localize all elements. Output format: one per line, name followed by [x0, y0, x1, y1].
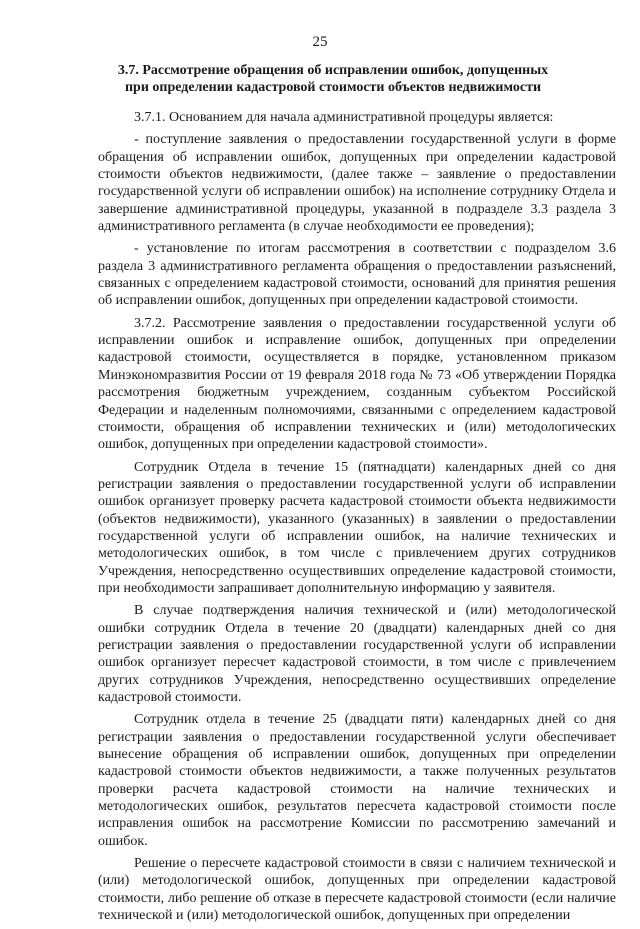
section-heading-line-1: 3.7. Рассмотрение обращения об исправлении ошибок, допущенных [117, 63, 549, 78]
paragraph-bullet-receipt: - поступление заявления о предоставлении государственной услуги в форме обращения об исправлении ошибок, допущенных при определении кадастровой стоимости объектов недвижимости, (далее также – заявление о предоставлении государственной услуги об исправлении ошибок) на исполнение сотруднику Отдела и завершение административной процедуры, указанной в подразделе 3.3 раздела 3 административного регламента (в случае необходимости ее проведения); [98, 132, 616, 235]
page-number: 25 [312, 34, 328, 50]
paragraph-3-7-2: 3.7.2. Рассмотрение заявления о предоставлении государственной услуги об исправлении ошибок и исправление ошибок, допущенных при определении кадастровой стоимости, осуществляется в порядке, установленном приказом Минэкономразвития России от 19 февраля 2018 года № 73 «Об утверждении Порядка рассмотрения бюджетным учреждением, созданным субъектом Российской Федерации и наделенным полномочиями, связанными с определением кадастровой стоимости, обращения об исправлении технических и (или) методологических ошибок, допущенных при определении кадастровой стоимости». [98, 315, 616, 453]
paragraph-commission-25-days: Сотрудник отдела в течение 25 (двадцати пяти) календарных дней со дня регистрации заявления о предоставлении государственной услуги обеспечивает вынесение обращения об исправлении ошибок, допущенных при определении кадастровой стоимости объектов недвижимости, а также полученных результатов проверки расчета кадастровой стоимости на наличие технических и методологических ошибок, результатов пересчета кадастровой стоимости после исправления ошибок на рассмотрение Комиссии по рассмотрению замечаний и ошибок. [98, 712, 616, 849]
section-heading-line-2: при определении кадастровой стоимости объектов недвижимости [124, 80, 542, 95]
paragraph-check-15-days: Сотрудник Отдела в течение 15 (пятнадцати) календарных дней со дня регистрации заявления о предоставлении государственной услуги об исправлении ошибок организует проверку расчета кадастровой стоимости объекта недвижимости (объектов недвижимости), указанного (указанных) в заявлении о предоставлении государственной услуги об исправлении ошибок, на наличие технических и методологических ошибок, в том числе с привлечением других сотрудников Учреждения, непосредственно осуществивших определение кадастровой стоимости, при необходимости запрашивает дополнительную информацию у заявителя. [98, 459, 616, 596]
paragraph-decision: Решение о пересчете кадастровой стоимости в связи с наличием технической и (или) методологической ошибок, допущенных при определении кадастровой стоимости, либо решение об отказе в пересчете кадастровой стоимости (если наличие технической и (или) методологической ошибок, допущенных при определении [98, 856, 616, 924]
paragraph-recalc-20-days: В случае подтверждения наличия технической и (или) методологической ошибки сотрудник Отдела в течение 20 (двадцати) календарных дней со дня регистрации заявления о предоставлении государственной услуги об исправлении ошибок организует пересчет кадастровой стоимости, в том числе с привлечением других сотрудников Учреждения, непосредственно осуществивших определение кадастровой стоимости. [98, 603, 616, 705]
paragraph-bullet-review: - установление по итогам рассмотрения в соответствии с подразделом 3.6 раздела 3 административного регламента обращения о предоставлении разъяснений, связанных с определением кадастровой стоимости, оснований для принятия решения об исправлении ошибок, допущенных при определении кадастровой стоимости. [98, 241, 616, 309]
paragraph-3-7-1-intro: 3.7.1. Основанием для начала административной процедуры является: [134, 110, 554, 125]
document-body [98, 109, 616, 929]
section-heading [98, 62, 568, 96]
